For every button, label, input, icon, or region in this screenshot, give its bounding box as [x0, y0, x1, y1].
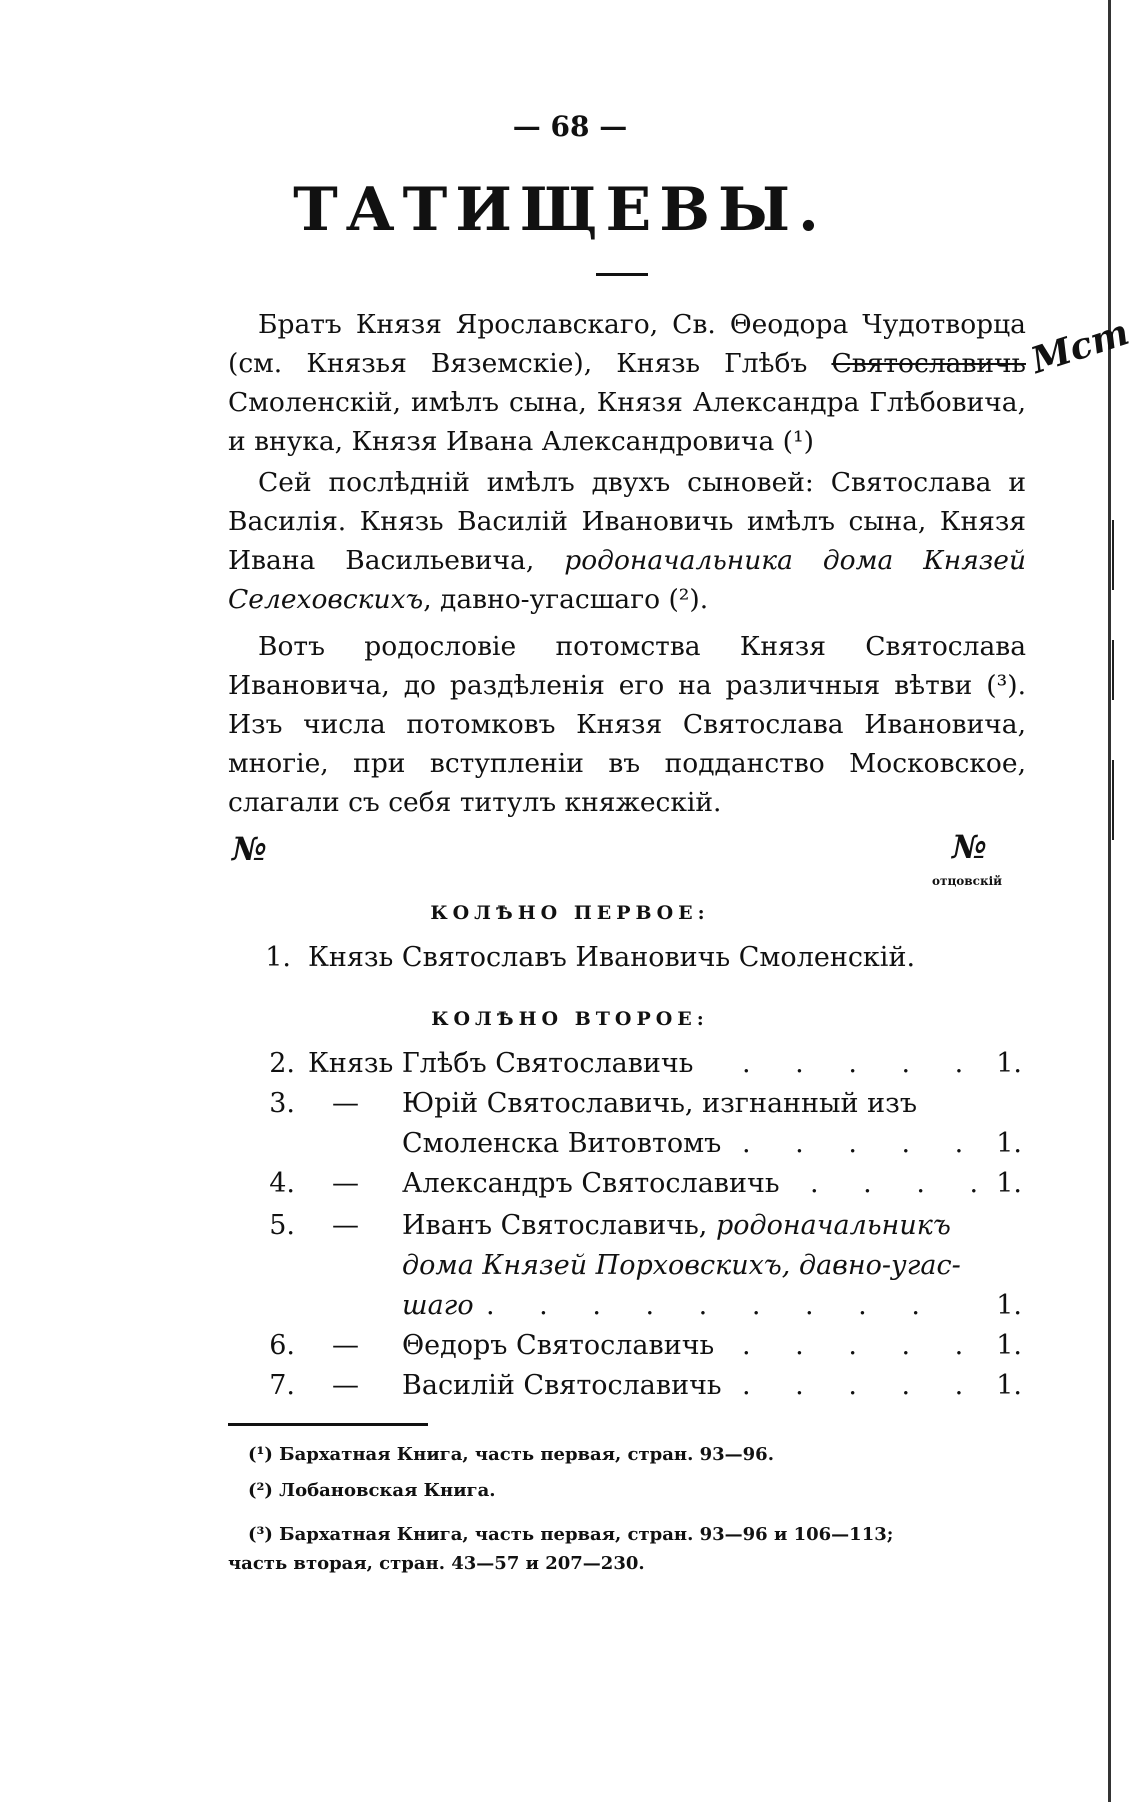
genealogy-entry — [0, 1330, 1140, 1372]
genealogy-entry-continued — [0, 1250, 1140, 1292]
ditto-dash: — — [332, 1370, 359, 1401]
footnote-rule — [228, 1423, 428, 1426]
father-number: 1. — [996, 1370, 1022, 1401]
footnote-1: (¹) Бархатная Книга, часть первая, стран. 93—96. — [248, 1444, 774, 1465]
leader-dots: . . . . . — [742, 1330, 982, 1361]
leader-dots: . . . . . . . . . — [486, 1290, 938, 1321]
paragraph-2 — [228, 463, 1026, 619]
genealogy-entry — [0, 1210, 1140, 1252]
title-rule — [596, 273, 648, 276]
entry-name: Александръ Святославичь — [402, 1168, 780, 1199]
page-edge-mark — [1112, 640, 1114, 700]
entry-name: Князь Святославъ Ивановичь Смоленскій. — [308, 942, 916, 973]
entry-name-italic: родоначальникъ — [715, 1210, 951, 1241]
paragraph-3: Вотъ родословіе потомства Князя Святослава Ивановича, до раздѣленія его на различныя вѣтви (³). Изъ числа потомковъ Князя Святослава Ивановича, многіе, при вступленіи въ подданство Московское, слагали съ себя титулъ княжескій. — [228, 631, 1026, 818]
entry-number: 2. — [269, 1048, 295, 1079]
ditto-dash: — — [332, 1088, 359, 1119]
entry-number: 6. — [269, 1330, 295, 1361]
paragraph-2-text-b: , давно-угасшаго (²). — [423, 584, 709, 615]
section-heading-first: КОЛѢНО ПЕРВОЕ: — [430, 902, 710, 924]
entry-name: Василій Святославичь — [402, 1370, 722, 1401]
ditto-dash: — — [332, 1330, 359, 1361]
paragraph-2-text-a: Сей послѣдній имѣлъ двухъ сыновей: Святослава и Василія. Князь Василій Ивановичь имѣлъ сына, Князя Ивана Васильевича, — [228, 467, 1026, 576]
struck-word: Святославичь — [831, 348, 1026, 379]
handwritten-margin-note: Мст — [1026, 311, 1134, 382]
entry-number: 3. — [269, 1088, 295, 1119]
genealogy-entry — [0, 1048, 1140, 1090]
paragraph-2-italic: родоначальника дома Князей Селеховскихъ — [228, 545, 1027, 615]
leader-dots: . . . . . — [742, 1370, 982, 1401]
entry-name-part: Иванъ Святославичь, — [402, 1210, 716, 1241]
entry-name-italic: шаго — [402, 1290, 474, 1321]
entry-name: Князь Глѣбъ Святославичь — [308, 1048, 694, 1079]
paragraph-1-text-b: Смоленскій, имѣлъ сына, Князя Александра Глѣбовича, и внука, Князя Ивана Александровича (¹) — [228, 387, 1026, 457]
entry-number: 1. — [265, 942, 291, 973]
entry-name — [402, 1210, 951, 1241]
paragraph-1 — [228, 305, 1026, 461]
leader-dots: . . . . . — [742, 1128, 982, 1159]
page-edge-mark — [1112, 520, 1114, 590]
father-number: 1. — [996, 1128, 1022, 1159]
genealogy-entry — [0, 1088, 1140, 1130]
genealogy-entry-continued — [0, 1128, 1140, 1170]
leader-dots: . . . . — [810, 1168, 997, 1199]
entry-number: 5. — [269, 1210, 295, 1241]
entry-name-italic: дома Князей Порховскихъ, давно-угас- — [402, 1250, 961, 1281]
page-edge-line — [1108, 0, 1111, 1802]
entry-name: Смоленска Витовтомъ — [402, 1128, 722, 1159]
ditto-dash: — — [332, 1210, 359, 1241]
father-number: 1. — [996, 1048, 1022, 1079]
leader-dots: . . . . . — [742, 1048, 982, 1079]
father-column-label: отцовскій — [932, 874, 1003, 888]
father-number: 1. — [996, 1168, 1022, 1199]
ditto-dash: — — [332, 1168, 359, 1199]
footnote-3-continued: часть вторая, стран. 43—57 и 207—230. — [228, 1553, 645, 1574]
footnote-3: (³) Бархатная Книга, часть первая, стран. 93—96 и 106—113; — [248, 1524, 894, 1545]
section-heading-second: КОЛѢНО ВТОРОЕ: — [431, 1008, 709, 1030]
genealogy-entry — [0, 1168, 1140, 1210]
entry-number: 7. — [269, 1370, 295, 1401]
page-number: — 68 — — [512, 110, 628, 143]
genealogy-entry-continued — [0, 1290, 1140, 1332]
number-column-header: № — [232, 830, 267, 868]
genealogy-entry — [0, 1370, 1140, 1412]
entry-number: 4. — [269, 1168, 295, 1199]
paragraph-1-text-a: Братъ Князя Ярославскаго, Св. Θеодора Чудотворца (см. Князья Вяземскіе), Князь Глѣбъ — [228, 309, 1026, 379]
page-edge-mark — [1112, 760, 1114, 840]
father-number-column-header: № — [952, 828, 987, 866]
page-title: ТАТИЩЕВЫ. — [293, 175, 827, 245]
footnote-2: (²) Лобановская Книга. — [248, 1480, 496, 1501]
entry-name: Юрій Святославичь, изгнанный изъ — [402, 1088, 918, 1119]
entry-name: Θедоръ Святославичь — [402, 1330, 715, 1361]
father-number: 1. — [996, 1290, 1022, 1321]
genealogy-entry — [0, 942, 1140, 984]
father-number: 1. — [996, 1330, 1022, 1361]
